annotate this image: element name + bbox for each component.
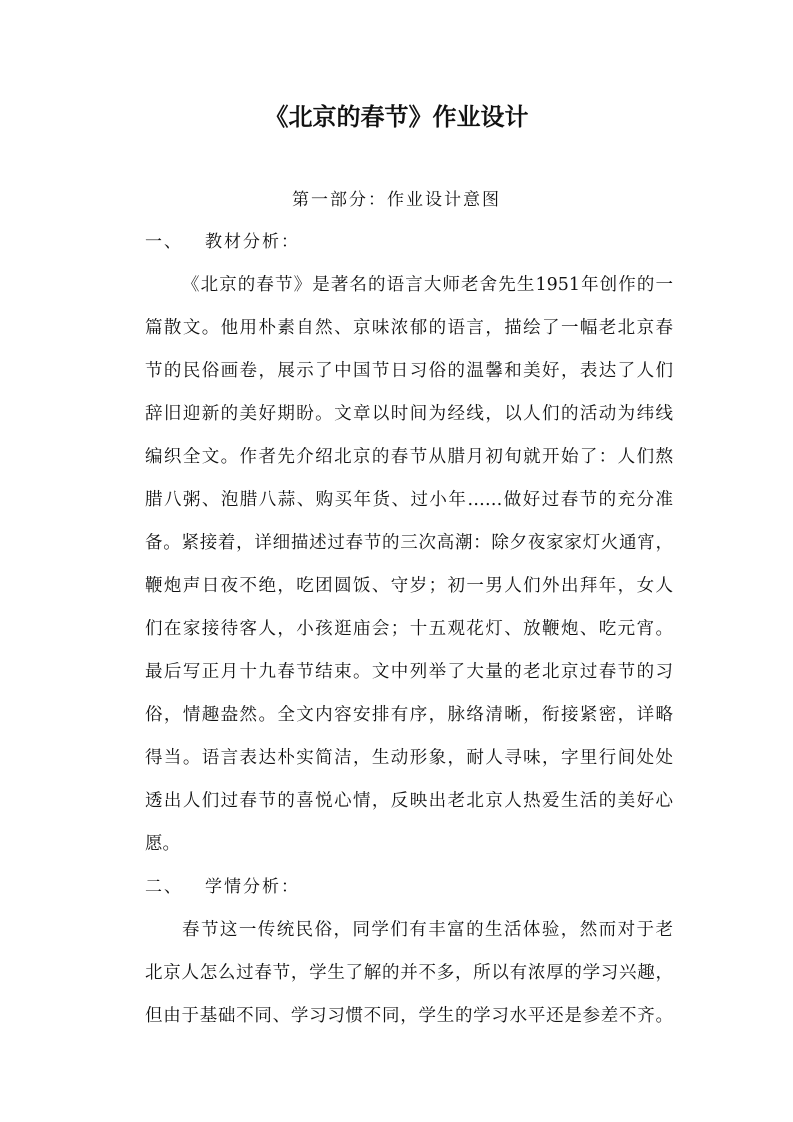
paragraph-line: 编织全文。作者先介绍北京的春节从腊月初旬就开始了：人们熬 (145, 447, 673, 467)
paragraph-line: 俗，情趣盎然。全文内容安排有序，脉络清晰，衔接紧密，详略 (145, 705, 673, 725)
paragraph-learner-analysis (145, 909, 673, 1038)
section-heading-label: 学情分析： (205, 877, 300, 897)
paragraph-textbook-analysis (145, 264, 673, 866)
section-heading-textbook-analysis (145, 221, 673, 264)
paragraph-line: 鞭炮声日夜不绝，吃团圆饭、守岁；初一男人们外出拜年，女人 (145, 576, 673, 596)
paragraph-line: 备。紧接着，详细描述过春节的三次高潮：除夕夜家家灯火通宵， (145, 533, 673, 553)
paragraph-line: 辞旧迎新的美好期盼。文章以时间为经线，以人们的活动为纬线 (145, 404, 673, 424)
document-title: 《北京的春节》作业设计 (264, 103, 529, 131)
part-heading: 第一部分：作业设计意图 (292, 190, 501, 210)
section-heading-label: 教材分析： (205, 232, 300, 252)
paragraph-line: 春节这一传统民俗，同学们有丰富的生活体验，然而对于老 (182, 920, 673, 940)
document-body (145, 221, 673, 1038)
paragraph-line: 愿。 (145, 834, 180, 854)
section-heading-learner-analysis (145, 866, 673, 909)
paragraph-line: 最后写正月十九春节结束。文中列举了大量的老北京过春节的习 (145, 662, 673, 682)
paragraph-line: 们在家接待客人，小孩逛庙会；十五观花灯、放鞭炮、吃元宵。 (145, 619, 673, 639)
section-number: 二、 (145, 877, 183, 897)
paragraph-line: 《北京的春节》是著名的语言大师老舍先生1951年创作的一 (182, 275, 673, 295)
paragraph-line: 透出人们过春节的喜悦心情，反映出老北京人热爱生活的美好心 (145, 791, 673, 811)
section-number: 一、 (145, 232, 183, 252)
paragraph-line: 腊八粥、泡腊八蒜、购买年货、过小年……做好过春节的充分准 (145, 490, 673, 510)
paragraph-line: 节的民俗画卷，展示了中国节日习俗的温馨和美好，表达了人们 (145, 361, 673, 381)
paragraph-line: 但由于基础不同、学习习惯不同，学生的学习水平还是参差不齐。 (145, 1006, 673, 1026)
paragraph-line: 北京人怎么过春节，学生了解的并不多，所以有浓厚的学习兴趣， (145, 963, 673, 983)
paragraph-line: 得当。语言表达朴实简洁，生动形象，耐人寻味，字里行间处处 (145, 748, 673, 768)
paragraph-line: 篇散文。他用朴素自然、京味浓郁的语言，描绘了一幅老北京春 (145, 318, 673, 338)
